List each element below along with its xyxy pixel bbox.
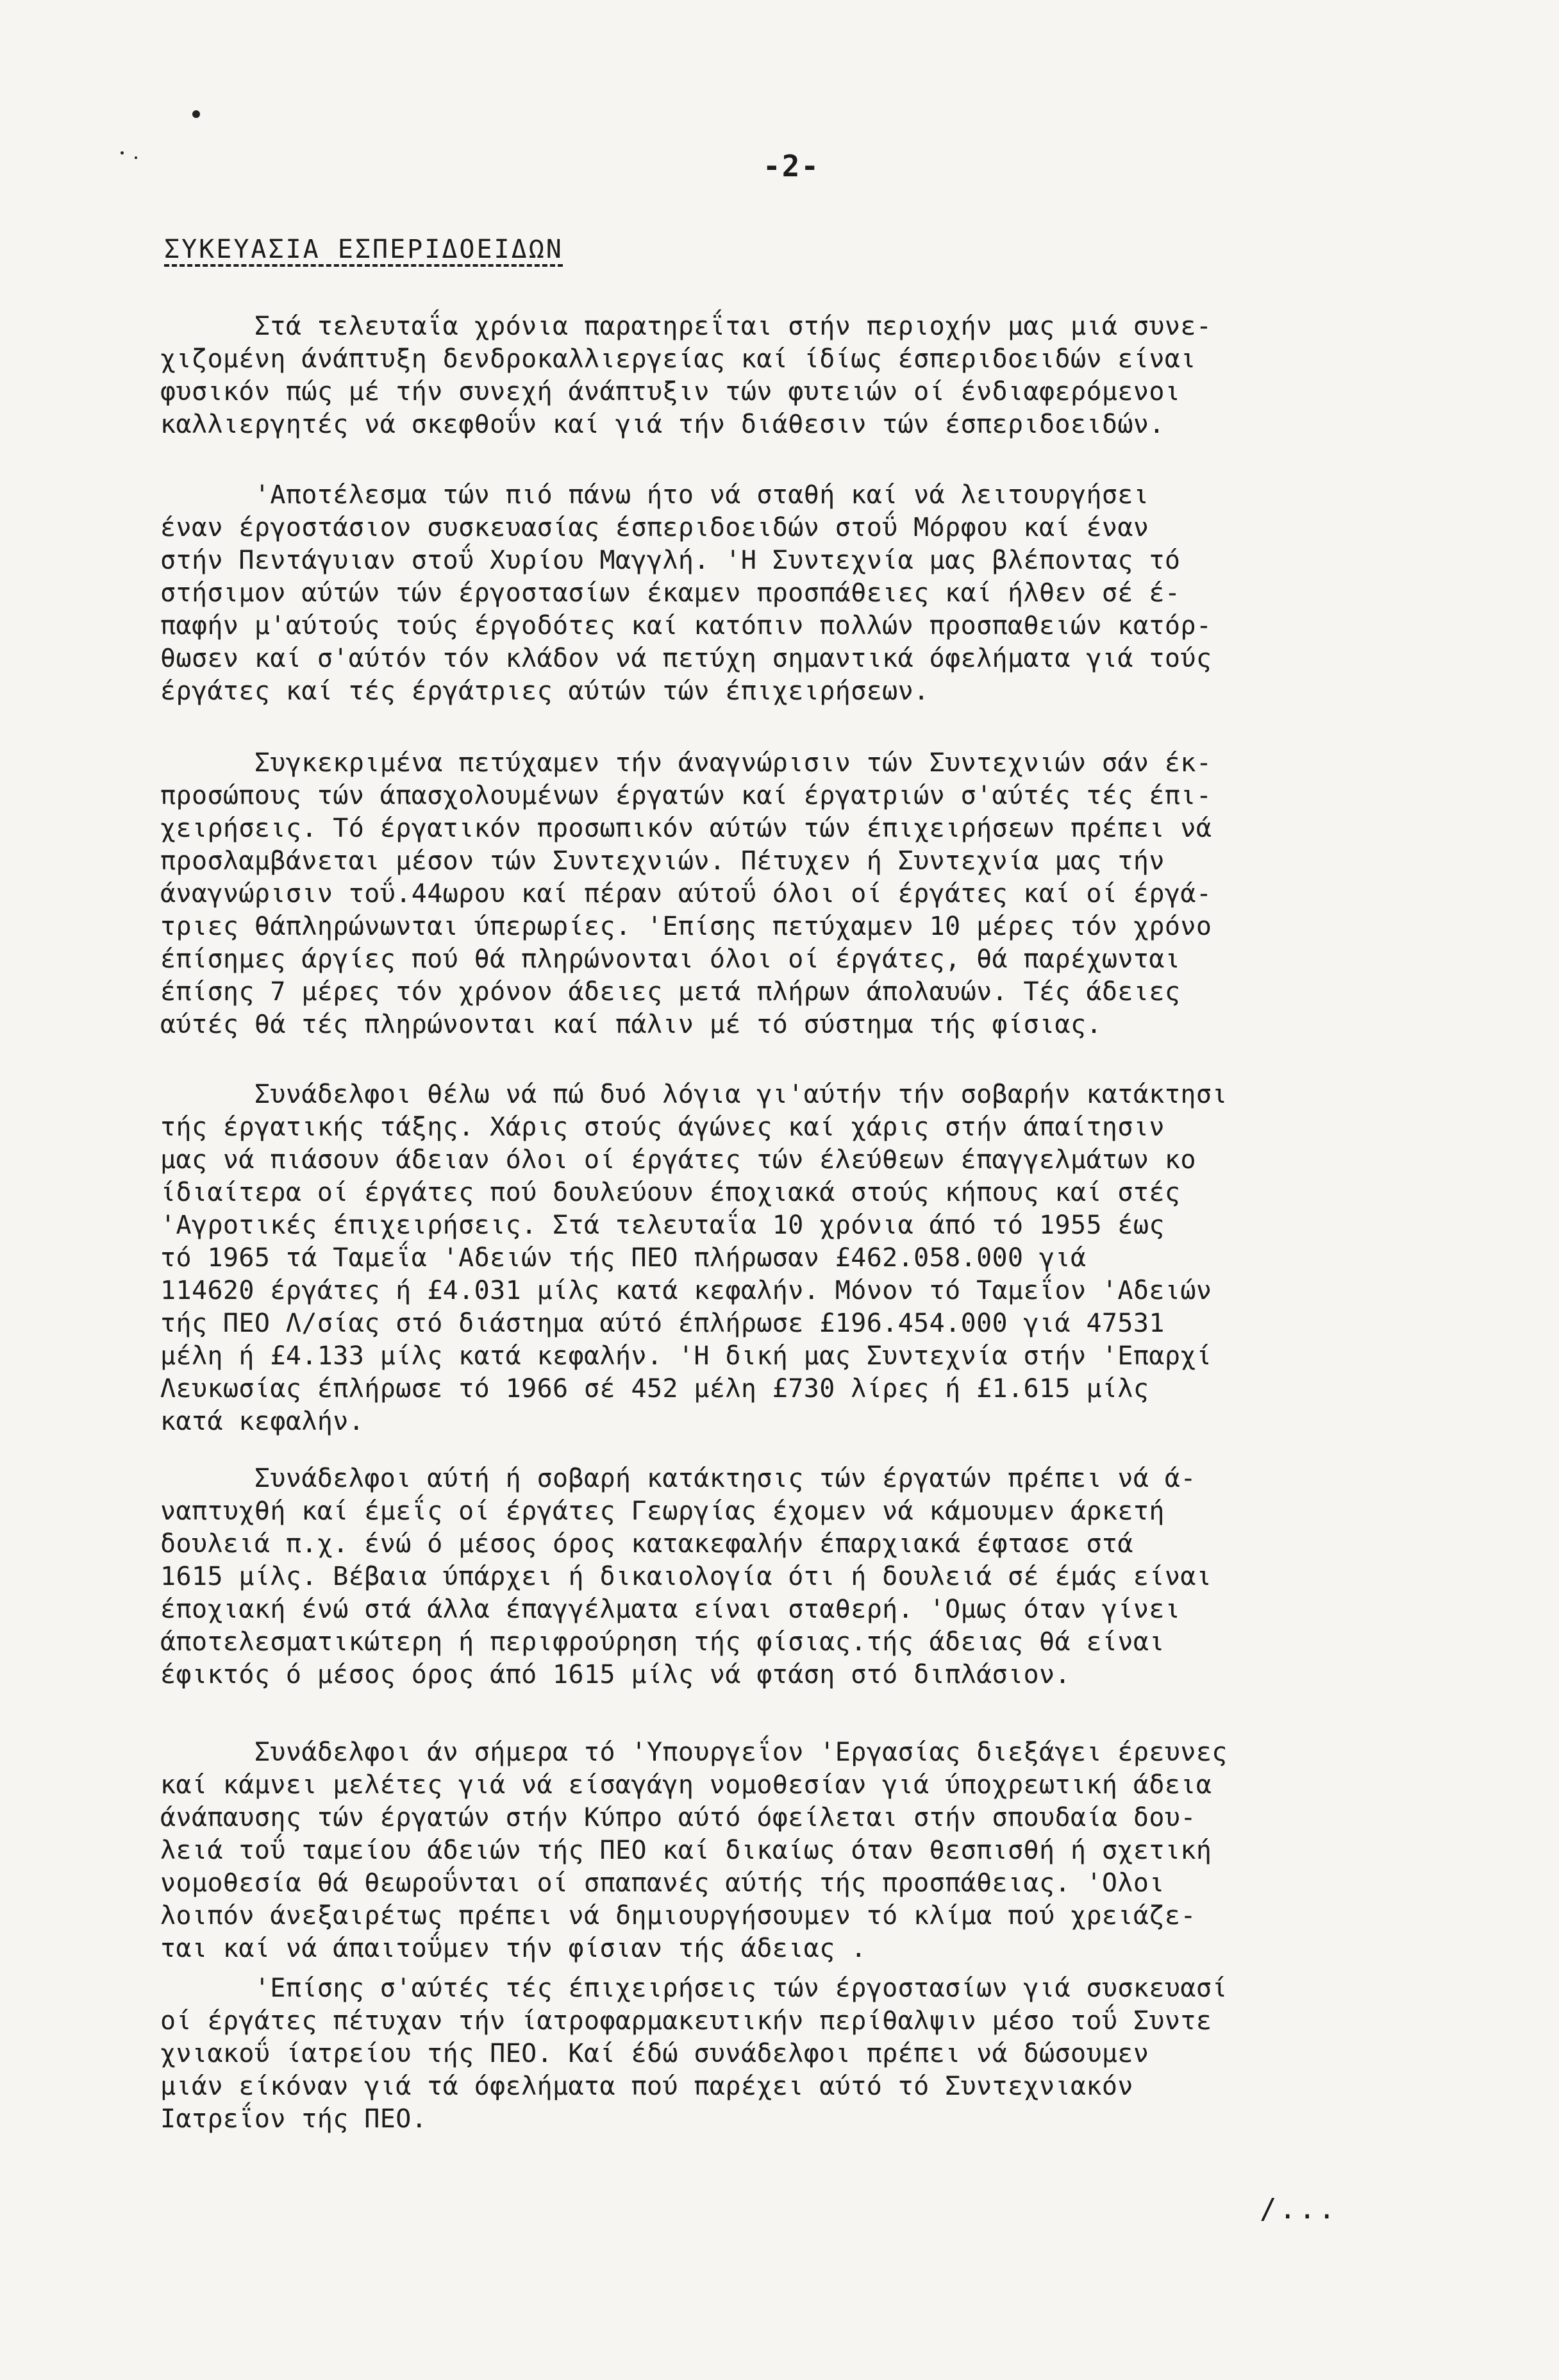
- paragraph-7: 'Επίσης σ'αύτές τές έπιχειρήσεις τών έργοστασίων γιά συσκευασί οί έργάτες πέτυχαν τήν ίατροφαρμακευτικήν περίθαλψιν μέσο τοΰ Συντε χνιακοΰ ίατρείου τής ΠΕΟ. Καί έδώ συνάδελφοι πρέπει νά δώσουμεν μιάν είκόναν γιά τά όφελήματα πού παρέχει αύτό τό Συντεχνιακόν Ιατρεΐον τής ΠΕΟ.: [160, 1974, 1228, 2134]
- page-number: -2-: [763, 149, 821, 183]
- ink-speck: [121, 151, 124, 155]
- paragraph-2: 'Αποτέλεσμα τών πιό πάνω ήτο νά σταθή καί νά λειτουργήσει έναν έργοστάσιον συσκευασίας έσπεριδοειδών στοΰ Μόρφου καί έναν στήν Πεντάγυιαν στοΰ Χυρίου Μαγγλή. 'Η Συντεχνία μας βλέποντας τό στήσιμον αύτών τών έργοστασίων έκαμεν προσπάθειες καί ήλθεν σέ έ- παφήν μ'αύτούς τούς έργοδότες καί κατόπιν πολλών προσπαθειών κατόρ- θωσεν καί σ'αύτόν τόν κλάδον νά πετύχη σημαντικά όφελήματα γιά τούς έργάτες καί τές έργάτριες αύτών τών έπιχειρήσεων.: [160, 480, 1212, 706]
- paragraph-3: Συγκεκριμένα πετύχαμεν τήν άναγνώρισιν τών Συντεχνιών σάν έκ- προσώπους τών άπασχολουμένων έργατών καί έργατριών σ'αύτές τές έπι- χειρήσεις. Τό έργατικόν προσωπικόν αύτών τών έπιχειρήσεων πρέπει νά προσλαμβάνεται μέσον τών Συντεχνιών. Πέτυχεν ή Συντεχνία μας τήν άναγνώρισιν τοΰ.44ωρου καί πέραν αύτοΰ όλοι οί έργάτες καί οί έργά- τριες θάπληρώνωνται ύπερωρίες. 'Επίσης πετύχαμεν 10 μέρες τόν χρόνο έπίσημες άργίες πού θά πληρώνονται όλοι οί έργάτες, θά παρέχωνται έπίσης 7 μέρες τόν χρόνον άδειες μετά πλήρων άπολαυών. Τές άδειες αύτές θά τές πληρώνονται καί πάλιν μέ τό σύστημα τής φίσιας.: [160, 748, 1212, 1039]
- ink-speck: [192, 110, 200, 118]
- continuation-mark: /...: [1260, 2193, 1338, 2225]
- paragraph-5: Συνάδελφοι αύτή ή σοβαρή κατάκτησις τών έργατών πρέπει νά ά- ναπτυχθή καί έμεΐς οί έργάτες Γεωργίας έχομεν νά κάμουμεν άρκετή δουλειά π.χ. ένώ ό μέσος όρος κατακεφαλήν έπαρχιακά έφτασε στά 1615 μίλς. Βέβαια ύπάρχει ή δικαιολογία ότι ή δουλειά σέ έμάς είναι έποχιακή ένώ στά άλλα έπαγγέλματα είναι σταθερή. 'Ομως όταν γίνει άποτελεσματικώτερη ή περιφρούρηση τής φίσιας.τής άδειας θά είναι έφικτός ό μέσος όρος άπό 1615 μίλς νά φτάση στό διπλάσιον.: [160, 1464, 1212, 1689]
- ink-speck: [135, 156, 137, 159]
- paragraph-6: Συνάδελφοι άν σήμερα τό 'Υπουργεΐον 'Εργασίας διεξάγει έρευνες καί κάμνει μελέτες γιά νά είσαγάγη νομοθεσίαν γιά ύποχρεωτική άδεια άνάπαυσης τών έργατών στήν Κύπρο αύτό όφείλεται στήν σπουδαία δου- λειά τοΰ ταμείου άδειών τής ΠΕΟ καί δικαίως όταν θεσπισθή ή σχετική νομοθεσία θά θεωροΰνται οί σπαπανές αύτής τής προσπάθειας. 'Ολοι λοιπόν άνεξαιρέτως πρέπει νά δημιουργήσουμεν τό κλίμα πού χρειάζε- ται καί νά άπαιτοΰμεν τήν φίσιαν τής άδειας .: [160, 1738, 1228, 1963]
- section-heading: ΣΥΚΕΥΑΣΙΑ ΕΣΠΕΡΙΔΟΕΙΔΩΝ: [164, 235, 563, 264]
- paragraph-4: Συνάδελφοι θέλω νά πώ δυό λόγια γι'αύτήν τήν σοβαρήν κατάκτησι τής έργατικής τάξης. Χάρις στούς άγώνες καί χάρις στήν άπαίτησιν μας νά πιάσουν άδειαν όλοι οί έργάτες τών έλεύθεων έπαγγελμάτων κο ίδιαίτερα οί έργάτες πού δουλεύουν έποχιακά στούς κήπους καί στές 'Αγροτικές έπιχειρήσεις. Στά τελευταΐα 10 χρόνια άπό τό 1955 έως τό 1965 τά Ταμεΐα 'Αδειών τής ΠΕΟ πλήρωσαν £462.058.000 γιά 114620 έργάτες ή £4.031 μίλς κατά κεφαλήν. Μόνον τό Ταμεΐον 'Αδειών τής ΠΕΟ Λ/σίας στό διάστημα αύτό έπλήρωσε £196.454.000 γιά 47531 μέλη ή £4.133 μίλς κατά κεφαλήν. 'Η δική μας Συντεχνία στήν 'Επαρχί Λευκωσίας έπλήρωσε τό 1966 σέ 452 μέλη £730 λίρες ή £1.615 μίλς κατά κεφαλήν.: [160, 1080, 1228, 1436]
- paragraph-1: Στά τελευταΐα χρόνια παρατηρεΐται στήν περιοχήν μας μιά συνε- χιζομένη άνάπτυξη δενδροκαλλιεργείας καί ίδίως έσπεριδοειδών είναι φυσικόν πώς μέ τήν συνεχή άνάπτυξιν τών φυτειών οί ένδιαφερόμενοι καλλιεργητές νά σκεφθοΰν καί γιά τήν διάθεσιν τών έσπεριδοειδών.: [160, 312, 1212, 439]
